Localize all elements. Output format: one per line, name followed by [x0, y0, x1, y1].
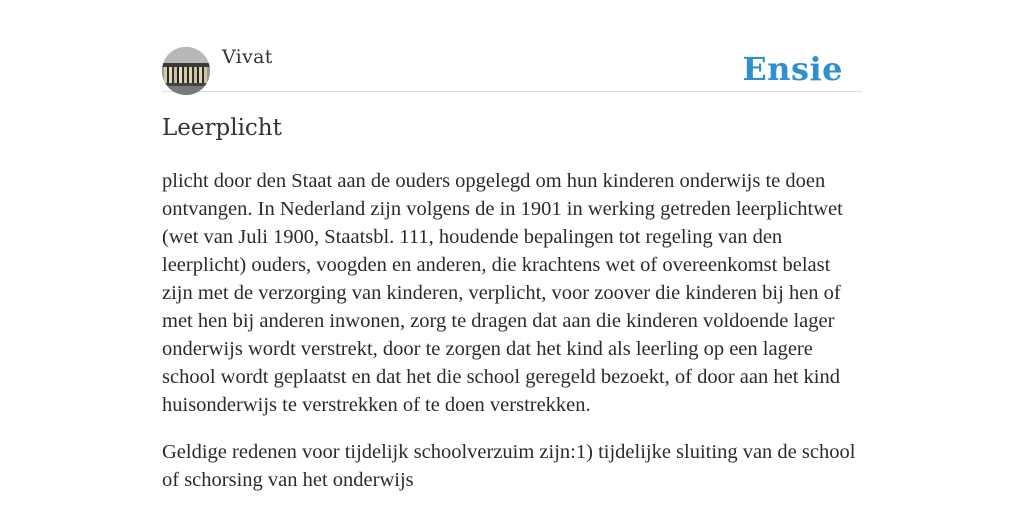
avatar-image	[162, 47, 210, 95]
source-name[interactable]: Vivat	[222, 46, 273, 68]
bookshelf-avatar-icon[interactable]	[162, 47, 210, 95]
article-body	[162, 167, 864, 512]
page-title: Leerplicht	[162, 115, 282, 141]
article-page	[162, 0, 862, 512]
header	[162, 0, 862, 92]
brand-logo[interactable]: Ensie	[742, 50, 843, 88]
paragraph: plicht door den Staat aan de ouders opgelegd om hun kinderen onderwijs te doen ontvangen. In Nederland zijn volgens de in 1901 in werking getreden leerplichtwet (wet van Juli 1900, Staatsbl. 111, houdende bepalingen tot regeling van den leerplicht) ouders, voogden en anderen, die krachtens wet of overeenkomst belast zijn met de verzorging van kinderen, verplicht, voor zoover die kinderen bij hen of met hen bij anderen inwonen, zorg te dragen dat aan die kinderen voldoende lager onderwijs wordt verstrekt, door te zorgen dat het kind als leerling op een lagere school wordt geplaatst en dat het die school geregeld bezoekt, of door aan het kind huisonderwijs te verstrekken of te doen verstrekken.	[162, 170, 843, 416]
paragraph: Geldige redenen voor tijdelijk schoolverzuim zijn:1) tijdelijke sluiting van de school of schorsing van het onderwijs	[162, 441, 856, 491]
